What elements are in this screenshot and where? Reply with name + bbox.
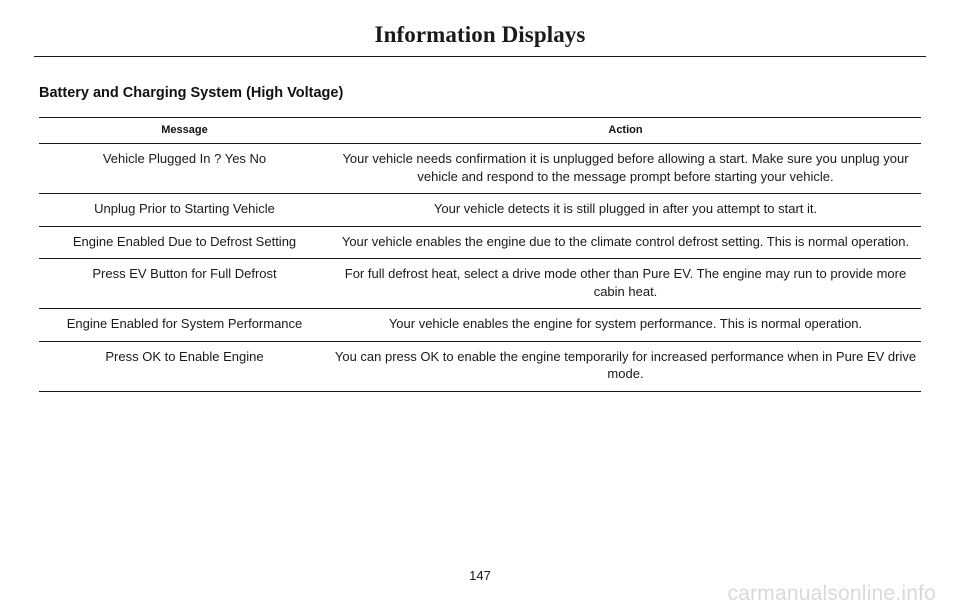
message-cell: Engine Enabled Due to Defrost Setting <box>39 226 330 259</box>
watermark-text[interactable]: carmanualsonline.info <box>727 582 936 605</box>
table-row <box>39 259 921 309</box>
message-cell: Engine Enabled for System Performance <box>39 309 330 342</box>
page-number: 147 <box>469 568 491 583</box>
messages-table <box>39 117 921 392</box>
action-cell: Your vehicle detects it is still plugged in after you attempt to start it. <box>330 194 921 227</box>
table-row <box>39 226 921 259</box>
table-row <box>39 194 921 227</box>
table-header-row <box>39 118 921 144</box>
column-header-action: Action <box>330 118 921 144</box>
table-row <box>39 144 921 194</box>
message-cell: Unplug Prior to Starting Vehicle <box>39 194 330 227</box>
action-cell: Your vehicle enables the engine due to the climate control defrost setting. This is normal operation. <box>330 226 921 259</box>
action-cell: Your vehicle enables the engine for system performance. This is normal operation. <box>330 309 921 342</box>
column-header-message: Message <box>39 118 330 144</box>
page-header-title: Information Displays <box>374 22 586 47</box>
action-cell: You can press OK to enable the engine temporarily for increased performance when in Pure EV drive mode. <box>330 341 921 391</box>
message-cell: Press EV Button for Full Defrost <box>39 259 330 309</box>
message-cell: Vehicle Plugged In ? Yes No <box>39 144 330 194</box>
section-title: Battery and Charging System (High Voltage) <box>39 85 344 101</box>
action-cell: Your vehicle needs confirmation it is unplugged before allowing a start. Make sure you unplug your vehicle and respond to the message prompt before starting your vehicle. <box>330 144 921 194</box>
table-row <box>39 341 921 391</box>
action-cell: For full defrost heat, select a drive mode other than Pure EV. The engine may run to provide more cabin heat. <box>330 259 921 309</box>
table-row <box>39 309 921 342</box>
message-cell: Press OK to Enable Engine <box>39 341 330 391</box>
header-divider <box>34 56 926 57</box>
